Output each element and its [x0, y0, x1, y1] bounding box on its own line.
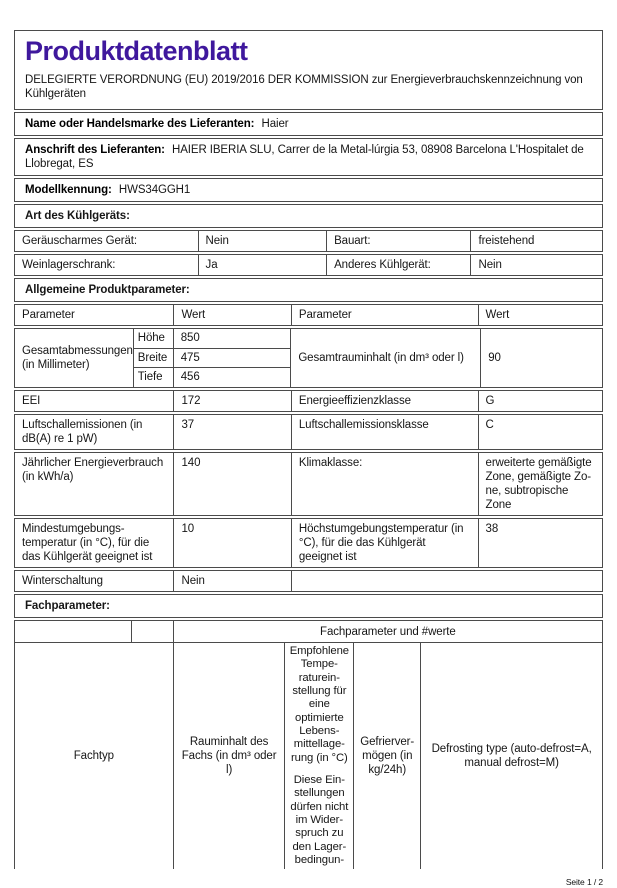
- column-header-freezing: Gefriervermögen (in kg/24h): [354, 643, 421, 870]
- param-value: Nein: [470, 255, 602, 275]
- column-header-defrost: Defrosting type (auto-defrost=A, manual defrost=M): [421, 643, 603, 870]
- section-heading-compartment: Fachparameter:: [14, 594, 603, 618]
- column-header-fachtyp: Fachtyp: [15, 643, 174, 870]
- param-label: Höchstumgebungstemperatur (in °C), für die das Kühlgerät geeignet ist: [291, 519, 478, 567]
- temperature-header-text: Empfohlene Temperatureinstellung für eine optimierte Lebensmittellagerung (in °C): [289, 645, 349, 764]
- param-label: Gesamtabmessungen (in Millimeter): [15, 328, 134, 387]
- compartment-span-header: Fachparameter und #werte: [173, 621, 602, 643]
- type-row-2: [14, 254, 603, 276]
- param-label: Energieeffizienzklasse: [291, 391, 478, 411]
- supplier-address-row: [14, 138, 603, 176]
- param-value: 10: [173, 519, 290, 567]
- general-row-temperature: [14, 518, 603, 568]
- dimension-sub-value: 456: [173, 367, 291, 387]
- dimension-sub-value: 475: [173, 348, 291, 367]
- page-number: Seite 1 / 2: [565, 877, 603, 888]
- section-heading-general: Allgemeine Produktparameter:: [14, 278, 603, 302]
- dimension-sub-label: Höhe: [133, 328, 173, 348]
- param-value: Nein: [198, 231, 327, 251]
- param-value: C: [478, 415, 602, 449]
- datasheet-page: [14, 30, 603, 888]
- column-header: Parameter: [291, 305, 478, 325]
- param-value: 38: [478, 519, 602, 567]
- supplier-address-label: Anschrift des Lieferanten:: [25, 143, 165, 156]
- page-title: Produktdatenblatt: [25, 36, 248, 66]
- param-value: 90: [481, 328, 603, 387]
- param-label: Gesamtrauminhalt (in dm³ oder l): [291, 328, 481, 387]
- supplier-name-row: [14, 112, 603, 136]
- param-label: Geräuscharmes Gerät:: [22, 234, 137, 247]
- param-value: freistehend: [470, 231, 602, 251]
- column-header: Parameter: [22, 308, 75, 321]
- general-row-energy: [14, 452, 603, 516]
- regulation-subtitle: DELEGIERTE VERORDNUNG (EU) 2019/2016 DER KOMMISSION zur Energieverbrauchskennzeichnung von Kühlgeräten: [25, 73, 583, 100]
- supplier-name-label: Name oder Handelsmarke des Lieferanten:: [25, 117, 255, 130]
- param-value: 172: [173, 391, 290, 411]
- dimensions-table: [14, 328, 603, 388]
- param-label: Jährlicher Energieverbrauch (in kWh/a): [22, 456, 164, 483]
- param-label: EEI: [22, 394, 41, 407]
- section-heading-type: Art des Kühlgeräts:: [14, 204, 603, 228]
- general-header-row: [14, 304, 603, 326]
- general-row-noise: [14, 414, 603, 450]
- param-label: Klimaklasse:: [291, 453, 478, 515]
- param-label: Bauart:: [326, 231, 470, 251]
- temperature-note-text: Diese Einstellungen dürfen nicht im Widerspruch zu den Lagerbedingun-: [290, 774, 349, 866]
- supplier-address-value: HAIER IBERIA SLU, Carrer de la Metal-lúrgia 53, 08908 Barcelona L'Hospitalet de Llobregat, ES: [25, 143, 584, 170]
- compartment-table: [14, 620, 603, 869]
- model-id-value: HWS34GGH1: [118, 183, 191, 196]
- empty-cell: [132, 621, 174, 643]
- param-value: Ja: [198, 255, 327, 275]
- model-id-row: [14, 178, 603, 202]
- param-label: Weinlagerschrank:: [22, 258, 116, 271]
- model-id-label: Modellkennung:: [25, 183, 112, 196]
- empty-cell: [15, 621, 132, 643]
- param-label: Luftschallemissionen (in dB(A) re 1 pW): [22, 418, 143, 445]
- general-row-winter: [14, 570, 603, 592]
- column-header-temperature: [285, 643, 354, 870]
- param-value: Nein: [173, 571, 290, 591]
- column-header: Wert: [173, 305, 290, 325]
- param-value: erweiterte gemäßigte Zone, gemäßigte Zone, subtropische Zone: [478, 453, 602, 515]
- param-label: Anderes Kühlgerät:: [326, 255, 470, 275]
- title-block: [14, 30, 603, 110]
- param-label: Mindestumgebungstemperatur (in °C), für die das Kühlgerät geeignet ist: [22, 522, 153, 564]
- param-value: 140: [173, 453, 290, 515]
- param-value: G: [478, 391, 602, 411]
- column-header-rauminhalt: Rauminhalt des Fachs (in dm³ oder l): [173, 643, 285, 870]
- dimension-sub-value: 850: [173, 328, 291, 348]
- general-row-eei: [14, 390, 603, 412]
- param-value: 37: [173, 415, 290, 449]
- column-header: Wert: [478, 305, 602, 325]
- supplier-name-value: Haier: [261, 117, 289, 130]
- empty-cell: [291, 571, 602, 591]
- param-label: Luftschallemissionsklasse: [291, 415, 478, 449]
- dimension-sub-label: Breite: [133, 348, 173, 367]
- type-row-1: [14, 230, 603, 252]
- param-label: Winterschaltung: [22, 575, 103, 588]
- dimension-sub-label: Tiefe: [133, 367, 173, 387]
